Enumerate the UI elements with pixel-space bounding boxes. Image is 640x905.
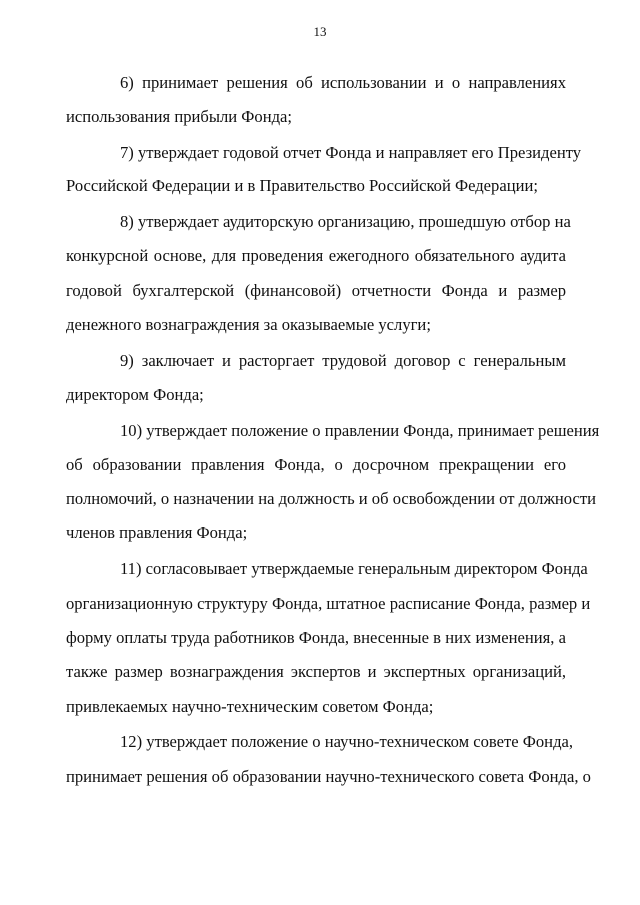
paragraph-11-line-2: организационную структуру Фонда, штатное расписание Фонда, размер и [66,594,591,613]
paragraph-9-line-2: директором Фонда; [66,385,204,404]
paragraph-8-line-1: 8) утверждает аудиторскую организацию, прошедшую отбор на [120,212,571,231]
paragraph-8-line-3: годовой бухгалтерской (финансовой) отчетности Фонда и размер [66,281,566,300]
paragraph-10-line-2: об образовании правления Фонда, о досрочном прекращении его [66,455,566,474]
paragraph-11-line-3: форму оплаты труда работников Фонда, внесенные в них изменения, а [66,628,566,647]
paragraph-10-line-3: полномочий, о назначении на должность и об освобождении от должности [66,489,597,508]
paragraph-11-line-1: 11) согласовывает утверждаемые генеральным директором Фонда [120,559,588,578]
paragraph-12-line-1: 12) утверждает положение о научно-техническом совете Фонда, [120,732,574,751]
paragraph-12-line-2: принимает решения об образовании научно-технического совета Фонда, о [66,767,591,786]
paragraph-11-line-5: привлекаемых научно-техническим советом Фонда; [66,697,434,716]
paragraph-11-line-4: также размер вознаграждения экспертов и экспертных организаций, [66,662,566,681]
paragraph-8-line-4: денежного вознаграждения за оказываемые услуги; [66,315,431,334]
paragraph-9-line-1: 9) заключает и расторгает трудовой договор с генеральным [120,351,566,370]
paragraph-10-line-4: членов правления Фонда; [66,523,248,542]
paragraph-7-line-1: 7) утверждает годовой отчет Фонда и направляет его Президенту [120,143,582,162]
paragraph-10-line-1: 10) утверждает положение о правлении Фонда, принимает решения [120,421,600,440]
page-number: 13 [313,24,327,39]
paragraph-6-line-1: 6) принимает решения об использовании и о направлениях [120,73,566,92]
paragraph-6-line-2: использования прибыли Фонда; [66,107,292,126]
paragraph-7-line-2: Российской Федерации и в Правительство Российской Федерации; [66,176,538,195]
paragraph-8-line-2: конкурсной основе, для проведения ежегодного обязательного аудита [66,246,566,265]
